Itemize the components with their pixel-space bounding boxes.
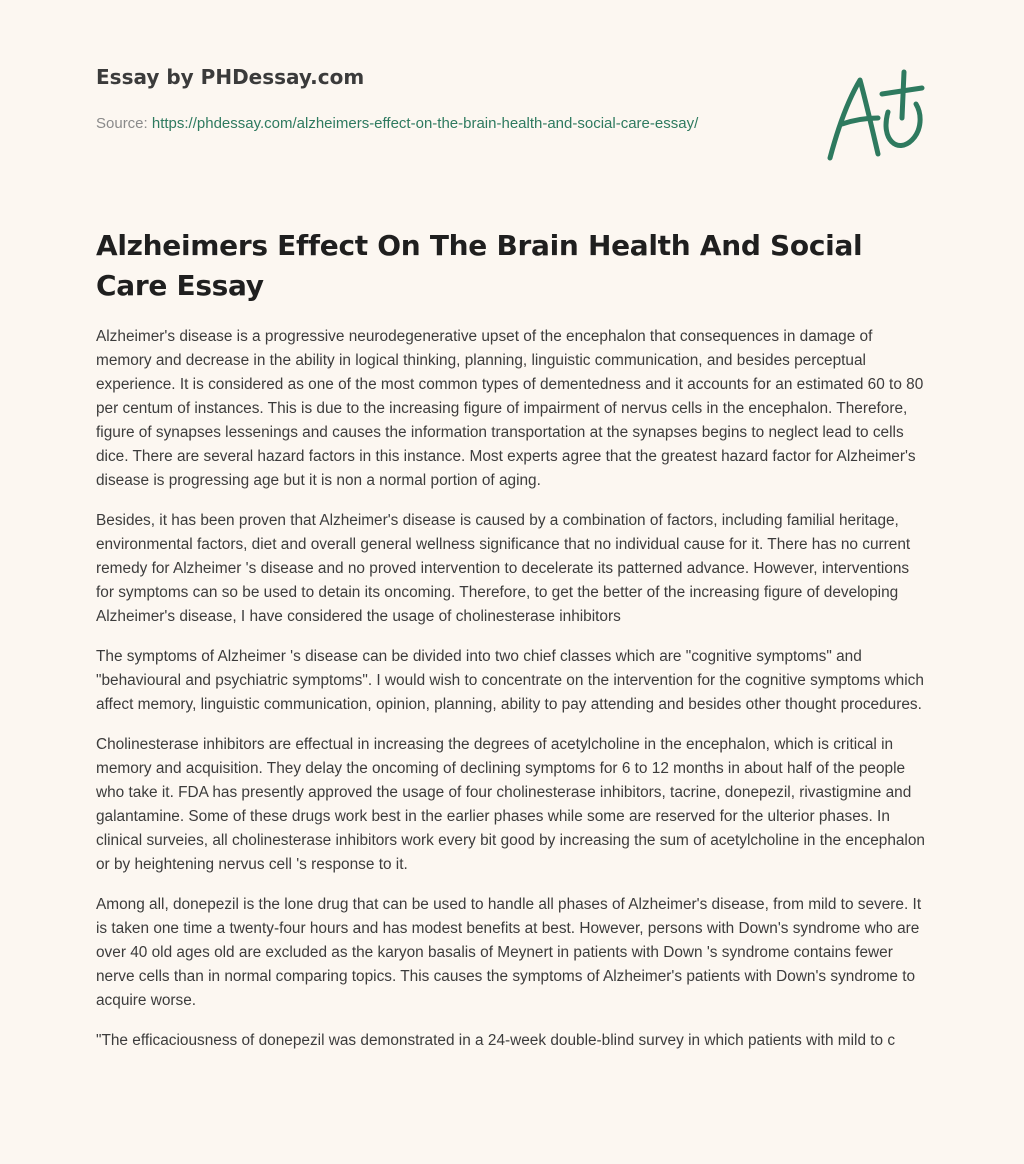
paragraph: Besides, it has been proven that Alzheimer's disease is caused by a combination of factors, including familial heritage, environmental factors, diet and overall general wellness significance that no individual cause for it. There has no current remedy for Alzheimer 's disease and no proved intervention to decelerate its patterned advance. However, interventions for symptoms can so be used to detain its oncoming. Therefore, to get the better of the increasing figure of developing Alzheimer's disease, I have considered the usage of cholinesterase inhibitors <box>96 512 911 625</box>
paragraph: Alzheimer's disease is a progressive neurodegenerative upset of the encephalon that consequences in damage of memory and decrease in the ability in logical thinking, planning, linguistic communication, and besides perceptual experience. It is considered as one of the most common types of dementedness and it accounts for an estimated 60 to 80 per centum of instances. This is due to the increasing figure of impairment of nervus cells in the encephalon. Therefore, figure of synapses lessenings and causes the information transportation at the synapses begins to neglect lead to cells dice. There are several hazard factors in this instance. Most experts agree that the greatest hazard factor for Alzheimer's disease is progressing age but it is non a normal portion of aging. <box>96 328 924 489</box>
source-label: Source: <box>96 115 152 132</box>
paragraph: Among all, donepezil is the lone drug that can be used to handle all phases of Alzheimer's disease, from mild to severe. It is taken one time a twenty-four hours and has modest benefits at best. However, persons with Down's syndrome who are over 40 old ages old are excluded as the karyon basalis of Meynert in patients with Down 's syndrome contains fewer nerve cells than in normal comparing topics. This causes the symptoms of Alzheimer's patients with Down's syndrome to acquire worse. <box>96 896 922 1009</box>
paragraph: Cholinesterase inhibitors are effectual in increasing the degrees of acetylcholine in the encephalon, which is critical in memory and acquisition. They delay the oncoming of declining symptoms for 6 to 12 months in about half of the people who take it. FDA has presently approved the usage of four cholinesterase inhibitors, tacrine, donepezil, rivastigmine and galantamine. Some of these drugs work best in the earlier phases while some are reserved for the ulterior phases. In clinical surveies, all cholinesterase inhibitors work every bit good by increasing the sum of acetylcholine in the encephalon or by heightening nervus cell 's response to it. <box>96 736 925 873</box>
site-header <box>96 62 756 135</box>
a-plus-logo-icon <box>822 68 928 164</box>
essay-title: Alzheimers Effect On The Brain Health And Social Care Essay <box>96 229 863 302</box>
paragraph: The symptoms of Alzheimer 's disease can be divided into two chief classes which are "cognitive symptoms" and "behavioural and psychiatric symptoms". I would wish to concentrate on the intervention for the cognitive symptoms which affect memory, linguistic communication, opinion, planning, ability to pay attending and besides other thought procedures. <box>96 648 924 713</box>
source-link[interactable]: https://phdessay.com/alzheimers-effect-on-the-brain-health-and-social-care-essay/ <box>151 115 699 132</box>
paragraph: "The efficaciousness of donepezil was demonstrated in a 24-week double-blind survey in which patients with mild to c <box>96 1032 896 1049</box>
source-line <box>96 112 736 135</box>
essay-body <box>96 325 930 1069</box>
site-brand: Essay by PHDessay.com <box>96 65 365 89</box>
